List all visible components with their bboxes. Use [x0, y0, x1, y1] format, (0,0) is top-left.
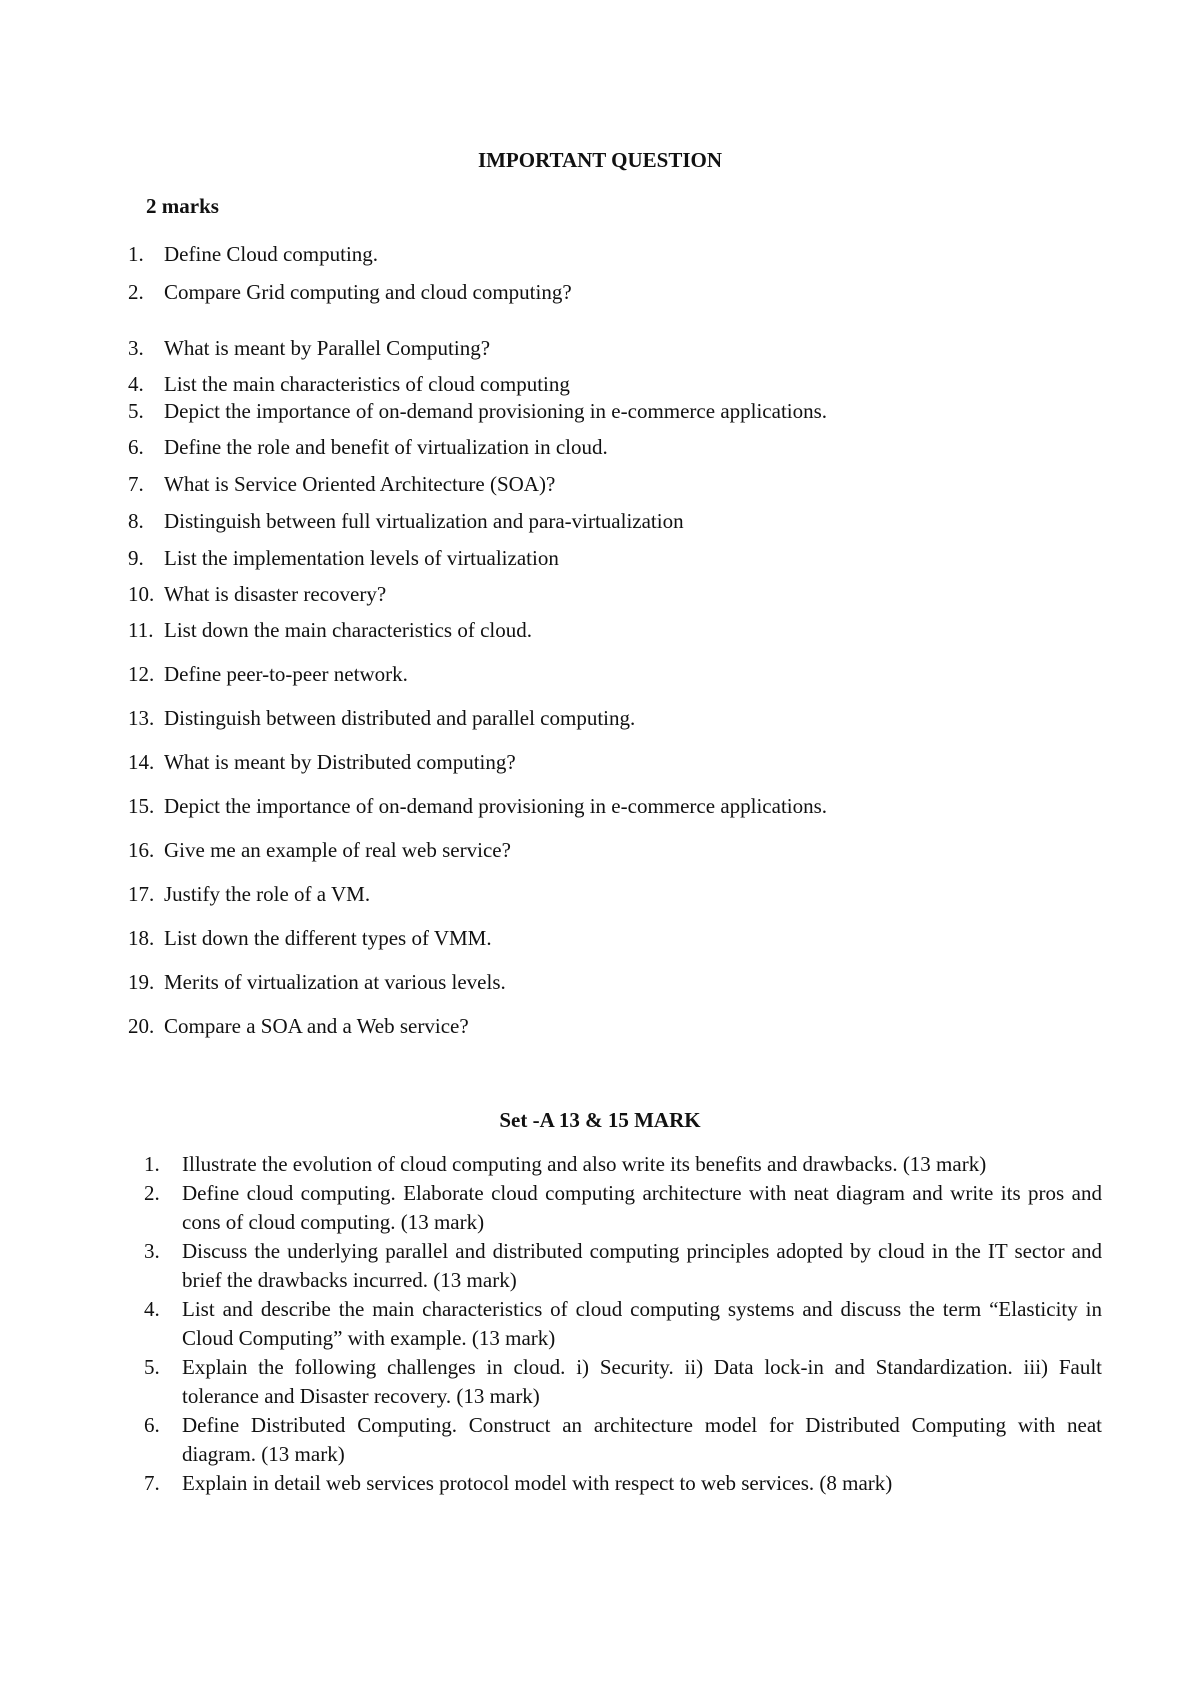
item-number: 14. [128, 750, 155, 774]
list-item [144, 1411, 1102, 1469]
list-item [128, 705, 1068, 731]
item-number: 3. [128, 336, 144, 360]
list-item [128, 969, 1068, 995]
item-text: List the implementation levels of virtualization [164, 546, 559, 570]
item-text: Define peer-to-peer network. [164, 662, 408, 686]
item-number: 15. [128, 794, 155, 818]
list-item [128, 881, 1068, 907]
item-text: Merits of virtualization at various levels. [164, 970, 506, 994]
item-number: 7. [144, 1471, 160, 1495]
item-number: 5. [128, 399, 144, 423]
item-text: What is disaster recovery? [164, 582, 387, 606]
item-number: 1. [128, 242, 144, 266]
item-text: Depict the importance of on-demand provisioning in e-commerce applications. [164, 794, 828, 818]
item-number: 3. [144, 1239, 160, 1263]
item-text: List down the main characteristics of cloud. [164, 618, 532, 642]
item-number: 17. [128, 882, 155, 906]
item-text: Distinguish between full virtualization and para-virtualization [164, 509, 684, 533]
list-item [144, 1150, 1102, 1179]
item-number: 20. [128, 1014, 155, 1038]
list-item [128, 545, 1068, 571]
item-number: 6. [144, 1413, 160, 1437]
list-item [144, 1237, 1102, 1295]
item-text: Define cloud computing. Elaborate cloud computing architecture with neat diagram and write its pros and cons of cloud computing. (13 mark) [182, 1181, 1102, 1234]
set-a-heading: Set -A 13 & 15 MARK [499, 1108, 701, 1132]
list-item [128, 793, 1068, 819]
list-item [128, 508, 1068, 534]
list-item [128, 837, 1068, 863]
item-number: 2. [128, 280, 144, 304]
item-text: Discuss the underlying parallel and distributed computing principles adopted by cloud in the IT sector and brief the drawbacks incurred. (13 mark) [182, 1239, 1102, 1292]
list-item [128, 279, 1068, 305]
list-item [128, 581, 1068, 607]
item-text: Depict the importance of on-demand provisioning in e-commerce applications. [164, 399, 828, 423]
item-text: List and describe the main characteristics of cloud computing systems and discuss the term “Elasticity in Cloud Computing” with example. (13 mark) [182, 1297, 1102, 1350]
item-text: What is meant by Parallel Computing? [164, 336, 491, 360]
list-item [128, 371, 1068, 397]
item-number: 13. [128, 706, 155, 730]
list-item [128, 434, 1068, 460]
list-item [128, 471, 1068, 497]
item-text: Compare Grid computing and cloud computing? [164, 280, 572, 304]
item-number: 11. [128, 618, 154, 642]
item-text: What is Service Oriented Architecture (SOA)? [164, 472, 556, 496]
item-text: Give me an example of real web service? [164, 838, 511, 862]
item-number: 19. [128, 970, 155, 994]
item-number: 6. [128, 435, 144, 459]
list-item [128, 749, 1068, 775]
list-item [128, 241, 1068, 267]
list-item [144, 1469, 1102, 1498]
item-text: Define Distributed Computing. Construct an architecture model for Distributed Computing with neat diagram. (13 mark) [182, 1413, 1102, 1466]
list-item [128, 617, 1068, 643]
item-text: Compare a SOA and a Web service? [164, 1014, 469, 1038]
item-number: 1. [144, 1152, 160, 1176]
item-number: 12. [128, 662, 155, 686]
item-number: 18. [128, 926, 155, 950]
item-text: What is meant by Distributed computing? [164, 750, 516, 774]
item-number: 7. [128, 472, 144, 496]
item-number: 2. [144, 1181, 160, 1205]
list-item [128, 661, 1068, 687]
list-item [128, 335, 1068, 361]
list-item [144, 1353, 1102, 1411]
item-number: 4. [128, 372, 144, 396]
item-number: 9. [128, 546, 144, 570]
item-text: List the main characteristics of cloud computing [164, 372, 570, 396]
item-text: Explain in detail web services protocol model with respect to web services. (8 mark) [182, 1471, 893, 1495]
item-text: Define Cloud computing. [164, 242, 379, 266]
item-number: 16. [128, 838, 155, 862]
list-item [128, 1013, 1068, 1039]
item-text: Illustrate the evolution of cloud computing and also write its benefits and drawbacks. (13 mark) [182, 1152, 987, 1176]
set-a-list [144, 1150, 1102, 1498]
list-item [144, 1179, 1102, 1237]
item-text: Define the role and benefit of virtualization in cloud. [164, 435, 608, 459]
item-text: Justify the role of a VM. [164, 882, 371, 906]
item-number: 5. [144, 1355, 160, 1379]
list-item [144, 1295, 1102, 1353]
item-text: List down the different types of VMM. [164, 926, 492, 950]
two-marks-heading: 2 marks [146, 194, 219, 218]
item-number: 8. [128, 509, 144, 533]
list-item [128, 398, 1068, 424]
page-title: IMPORTANT QUESTION [477, 148, 723, 172]
item-number: 10. [128, 582, 155, 606]
item-text: Explain the following challenges in cloud. i) Security. ii) Data lock-in and Standardization. iii) Fault tolerance and Disaster recovery. (13 mark) [182, 1355, 1102, 1408]
item-number: 4. [144, 1297, 160, 1321]
item-text: Distinguish between distributed and parallel computing. [164, 706, 636, 730]
list-item [128, 925, 1068, 951]
